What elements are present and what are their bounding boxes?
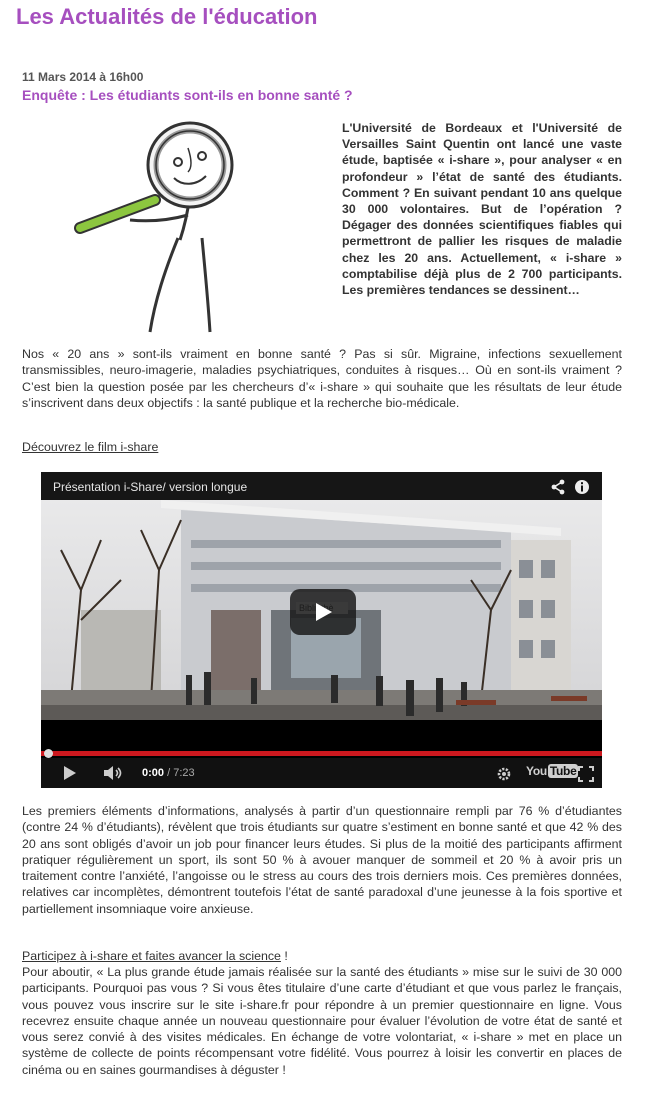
film-link[interactable]: Découvrez le film i-share [22,440,159,454]
participate-link[interactable]: Participez à i-share et faites avancer la science [22,949,281,963]
youtube-logo-you: You [526,764,547,778]
volume-icon[interactable] [103,765,123,781]
video-title[interactable]: Présentation i-Share/ version longue [53,480,248,494]
youtube-logo[interactable] [526,764,578,778]
progress-bar[interactable] [41,751,602,756]
share-icon[interactable] [550,479,566,495]
article-title[interactable]: Enquête : Les étudiants sont-ils en bonne santé ? [22,87,353,103]
settings-icon[interactable] [497,767,511,781]
video-header [41,472,602,500]
progress-thumb[interactable] [44,749,53,758]
info-icon[interactable] [574,479,590,495]
fullscreen-icon[interactable] [578,766,594,782]
youtube-logo-tube: Tube [549,764,577,778]
participate-text: Pour aboutir, « La plus grande étude jamais réalisée sur la santé des étudiants » mise sur le suivi de 30 000 participants. Pourquoi pas vous ? Si vous êtes titulaire d’une carte d’étudiant et que vous parlez le français, vous pouvez vous inscrire sur le site i-share.fr pour répondre à un premier questionnaire en ligne. Vous recevrez ensuite chaque année un nouveau questionnaire pour évaluer l’évolution de votre état de santé et vous serez convié à des visites médicales. En échange de votre volontariat, « i-share » met en place un système de collecte de points récompensant votre fidélité. Vous pourrez à loisir les convertir en places de cinéma ou en saines gourmandises à déguster ! [22,965,622,1077]
magnifying-glass-figure-illustration [70,120,320,335]
duration: / 7:23 [164,767,195,779]
article-lead: L'Université de Bordeaux et l'Université de Versailles Saint Quentin ont lancé une vaste étude, baptisée « i-share », pour analyser « en profondeur » l’état de santé des étudiants. Comment ? En suivant pendant 10 ans quelque 30 000 volontaires. But de l’opération ? Dégager des données scientifiques fiables qui permettront de pallier les risques de maladie chez les 20 ans. Actuellement, « i-share » comptabilise déjà plus de 2 700 participants. Les premières tendances se dessinent… [342,121,622,298]
article-results: Les premiers éléments d’informations, analysés à partir d’un questionnaire rempli par 76 % d’étudiantes (contre 24 % d’étudiants), révèlent que trois étudiants sur quatre s’estiment en bonne santé et que 42 % des 20 ans sont obligés d’avoir un job pour financer leurs études. Si plus de la moitié des participants affirment pratiquer régulièrement un sport, ils sont 50 % à avouer manquer de sommeil et 20 % à avoir pris un traitement contre l’anxiété, l’angoisse ou le stress au cours des trois derniers mois. Ces premières données, relatives car incomplètes, démontrent toutefois l’état de santé paradoxal d’une jeunesse à la fois sportive et partiellement insomniaque voire anxieuse. [22,804,622,916]
video-player[interactable] [41,472,602,788]
current-time: 0:00 [142,767,165,779]
page-title: Les Actualités de l'éducation [16,4,318,29]
time-display [142,767,195,779]
article-intro: Nos « 20 ans » sont-ils vraiment en bonne santé ? Pas si sûr. Migraine, infections sexuellement transmissibles, neuro-imagerie, maladies psychiatriques, conduites à risques… Où en sont-ils vraiment ? C’est bien la question posée par les chercheurs d’« i-share » qui souhaite que les résultats de leur étude s’inscrivent dans deux objectifs : la santé publique et la recherche bio-médicale. [22,347,622,410]
participate-heading [22,948,622,964]
play-button[interactable] [290,589,356,635]
player-controls [41,758,602,788]
article-date: 11 Mars 2014 à 16h00 [22,70,144,84]
participate-suffix: ! [280,949,288,963]
play-icon[interactable] [63,765,77,781]
